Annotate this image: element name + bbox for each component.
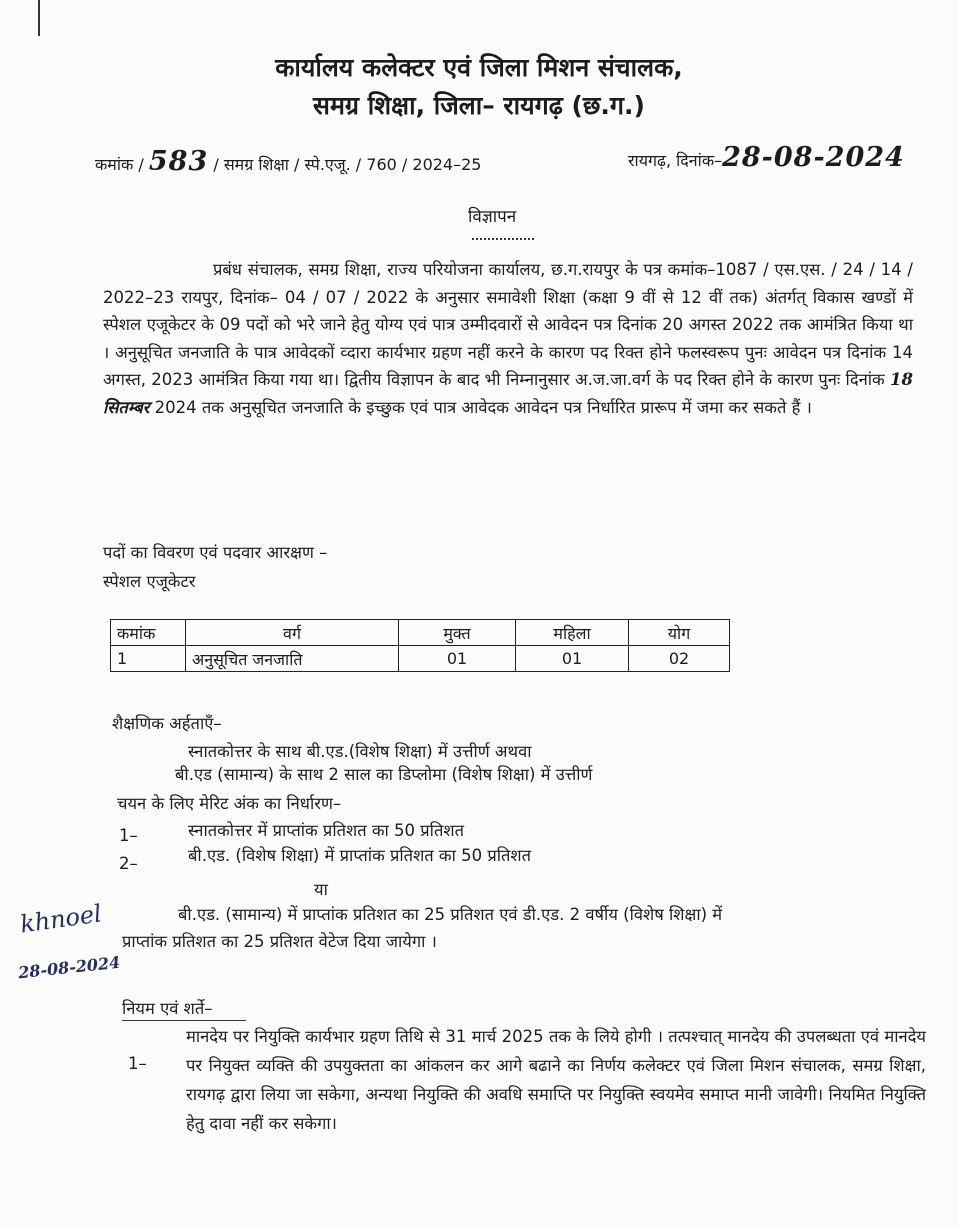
office-header-line2: समग्र शिक्षा, जिला– रायगढ़ (छ.ग.)	[313, 91, 645, 120]
table-cell: अनुसूचित जनजाति	[186, 646, 399, 672]
signature: khnoel	[18, 899, 104, 939]
office-header-line1: कार्यालय कलेक्टर एवं जिला मिशन संचालक,	[275, 53, 683, 82]
rule-item-1: मानदेय पर नियुक्ति कार्यभार ग्रहण तिथि से 31 मार्च 2025 तक के लिये होगी । तत्पश्चात् मानदेय की उपलब्धता एवं मानदेय पर नियुक्त व्यक्ति की उपयुक्तता का आंकलन कर आगे बढाने का निर्णय कलेक्टर एवं जिला मिशन संचालक, समग्र शिक्षा, रायगढ़ द्वारा लिया जा सकेगा, अन्यथा नियुक्ति की अवधि समाप्ति पर नियुक्ति स्वयमेव समाप्त मानी जावेगी। नियमित नियुक्ति हेतु दावा नहीं कर सकेगा।	[186, 1027, 926, 1133]
merit-item-2-number: 2–	[119, 854, 138, 873]
reference-line: कमांक / 583 / समग्र शिक्षा / स्पे.एजू. / 760 / 2024–25	[95, 146, 482, 177]
title-underline	[472, 238, 534, 240]
merit-item-1-number: 1–	[119, 826, 138, 845]
posts-subheading: स्पेशल एजूकेटर	[103, 572, 196, 591]
table-header-cell: योग	[629, 620, 730, 646]
reference-prefix: कमांक	[95, 155, 134, 174]
posts-table	[110, 619, 730, 672]
rules-heading: नियम एवं शर्ते–	[122, 999, 213, 1018]
merit-heading: चयन के लिए मेरिट अंक का निर्धारण–	[117, 794, 342, 813]
qualifications-heading: शैक्षणिक अर्हताऍं–	[112, 714, 222, 733]
merit-item-1: स्नातकोत्तर में प्राप्तांक प्रतिशत का 50 प्रतिशत	[188, 821, 464, 840]
paragraph-text-1: प्रबंध संचालक, समग्र शिक्षा, राज्य परियोजना कार्यालय, छ.ग.रायपुर के पत्र कमांक–1087 / एस.एस. / 24 / 14 / 2022–23 रायपुर, दिनांक– 04 / 07 / 2022 के अनुसार समावेशी शिक्षा (कक्षा 9 वीं से 12 वीं तक) अंतर्गत् विकास खण्डों में स्पेशल एजूकेटर के 09 पदों को भरे जाने हेतु योग्य एवं पात्र उम्मीदवारों से आवेदन पत्र दिनांक 20 अगस्त 2022 तक आमंत्रित किया था । अनुसूचित जनजाति के पात्र आवेदकों व्दारा कार्यभार ग्रहण नहीं करने के कारण पद रिक्त होने फलस्वरूप पुनः आवेदन पत्र दिनांक 14 अगस्त, 2023 आमंत्रित किया गया था। द्वितीय विज्ञापन के बाद भी निम्नानुसार अ.ज.जा.वर्ग के पद रिक्त होने के कारण पुनः दिनांक	[103, 260, 913, 389]
rules-underline	[122, 1020, 246, 1021]
rule-item-1-number: 1–	[128, 1054, 147, 1073]
table-header-cell: कमांक	[111, 620, 186, 646]
table-header-row	[111, 620, 730, 646]
place-date-label: रायगढ़, दिनांक–	[628, 151, 723, 170]
handwritten-date: 18 सितम्बर	[103, 370, 913, 417]
qualification-line-1: स्नातकोत्तर के साथ बी.एड.(विशेष शिक्षा) में उत्तीर्ण अथवा	[188, 742, 532, 761]
table-cell: 02	[629, 646, 730, 672]
table-cell: 01	[399, 646, 516, 672]
table-row	[111, 646, 730, 672]
issue-date: 28-08-2024	[722, 142, 905, 173]
merit-item-2: बी.एड. (विशेष शिक्षा) में प्राप्तांक प्रतिशत का 50 प्रतिशत	[188, 846, 532, 865]
advertisement-paragraph	[103, 256, 913, 421]
signature-date: 28-08-2024	[17, 952, 122, 983]
table-header-cell: वर्ग	[186, 620, 399, 646]
table-header-cell: मुक्त	[399, 620, 516, 646]
merit-line-a: बी.एड. (सामान्य) में प्राप्तांक प्रतिशत का 25 प्रतिशत एवं डी.एड. 2 वर्षीय (विशेष शिक्षा) में	[178, 905, 723, 924]
document-title: विज्ञापन	[468, 207, 517, 227]
posts-heading: पदों का विवरण एवं पदवार आरक्षण –	[103, 543, 328, 562]
qualification-line-2: बी.एड (सामान्य) के साथ 2 साल का डिप्लोमा (विशेष शिक्षा) में उत्तीर्ण	[175, 765, 593, 784]
table-cell: 01	[516, 646, 629, 672]
reference-number: 583	[148, 146, 209, 177]
table-cell: 1	[111, 646, 186, 672]
paragraph-text-2: 2024 तक अनुसूचित जनजाति के इच्छुक एवं पात्र आवेदक आवेदन पत्र निर्धारित प्रारूप में जमा कर सकते हैं ।	[154, 397, 812, 417]
reference-suffix: / समग्र शिक्षा / स्पे.एजू. / 760 / 2024–25	[213, 155, 482, 174]
merit-line-b: प्राप्तांक प्रतिशत का 25 प्रतिशत वेटेज दिया जायेगा ।	[122, 932, 437, 951]
scan-edge-mark	[38, 0, 40, 36]
merit-or: या	[314, 880, 328, 899]
table-header-cell: महिला	[516, 620, 629, 646]
place-date	[628, 142, 905, 173]
